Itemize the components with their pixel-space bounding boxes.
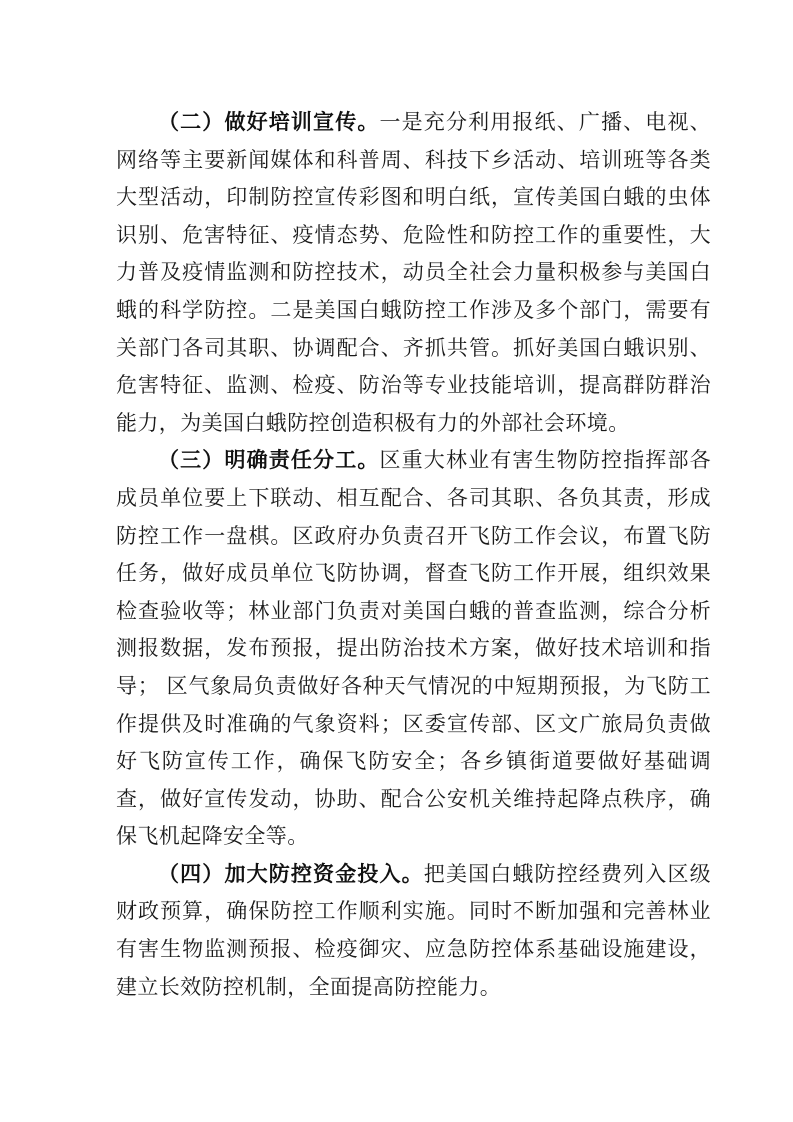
section-four-body: 把美国白蛾防控经费列入区级财政预算，确保防控工作顺利实施。同时不断加强和完善林业有害生物监测预报、检疫御灾、应急防控体系基础设施建设，建立长效防控机制，全面提高防控能力。 (116, 861, 711, 999)
section-three-paragraph (116, 442, 711, 856)
section-two-paragraph (116, 104, 711, 442)
section-four-heading: （四）加大防控资金投入。 (158, 861, 424, 886)
section-two-heading: （二）做好培训宣传。 (158, 110, 380, 134)
section-four-paragraph (116, 856, 711, 1006)
document-page (116, 104, 711, 1006)
section-three-heading: （三）明确责任分工。 (158, 448, 380, 473)
section-two-body: 一是充分利用报纸、广播、电视、网络等主要新闻媒体和科普周、科技下乡活动、培训班等各类大型活动，印制防控宣传彩图和明白纸，宣传美国白蛾的虫体识别、危害特征、疫情态势、危险性和防控工作的重要性，大力普及疫情监测和防控技术，动员全社会力量积极参与美国白蛾的科学防控。二是美国白蛾防控工作涉及多个部门，需要有关部门各司其职、协调配合、齐抓共管。抓好美国白蛾识别、危害特征、监测、检疫、防治等专业技能培训，提高群防群治能力，为美国白蛾防控创造积极有力的外部社会环境。 (116, 110, 711, 435)
section-three-body: 区重大林业有害生物防控指挥部各成员单位要上下联动、相互配合、各司其职、各负其责，形成防控工作一盘棋。区政府办负责召开飞防工作会议，布置飞防任务，做好成员单位飞防协调，督查飞防工作开展，组织效果检查验收等；林业部门负责对美国白蛾的普查监测，综合分析测报数据，发布预报，提出防治技术方案，做好技术培训和指导； 区气象局负责做好各种天气情况的中短期预报，为飞防工作提供及时准确的气象资料；区委宣传部、区文广旅局负责做好飞防宣传工作，确保飞防安全；各乡镇街道要做好基础调查，做好宣传发动，协助、配合公安机关维持起降点秩序，确保飞机起降安全等。 (116, 448, 711, 849)
